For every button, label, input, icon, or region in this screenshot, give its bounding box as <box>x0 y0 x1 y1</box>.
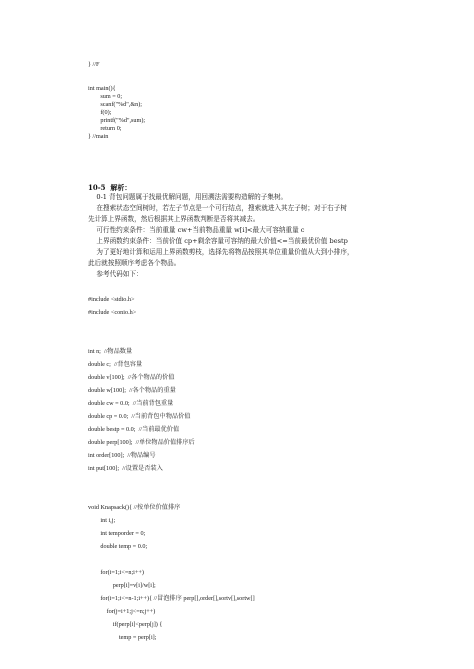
text-line: 可行性约束条件：当前重量 cw+当前物品重量 w[i]<最大可容纳重量 c <box>88 226 305 234</box>
code-line: double cw = 0.0; //当前背包重量 <box>88 400 174 407</box>
text-line: 在搜索状态空间树时，若左子节点是一个可行结点，搜索就进入其左子树；对于右子树 <box>88 204 347 212</box>
code-line: } //main <box>88 133 109 140</box>
text-line: 为了更好地计算和运用上界函数剪枝，选择先将物品按照其单位重量价值从大到小排序， <box>88 248 354 256</box>
code-line: for(i=1;i<=n-1;i++){ //冒泡排序 perp[],order[],sortv[],sortw[] <box>88 595 255 602</box>
code-line: } //F <box>88 61 100 68</box>
code-line: if(perp[i]<perp[j]) { <box>88 621 163 628</box>
code-line <box>88 556 255 569</box>
code-line: int n; //物品数量 <box>88 348 133 355</box>
code-line: #include <conio.h> <box>88 309 137 316</box>
code-line: double perp[100]; //单位物品价值排序后 <box>88 439 195 446</box>
code-line: sum = 0; <box>88 93 123 100</box>
code-line: perp[i]=v[i]/w[i]; <box>88 582 156 589</box>
code-line: double w[100]; //各个物品的重量 <box>88 387 176 394</box>
code-line <box>88 77 145 85</box>
text-line: 参考代码如下： <box>88 270 143 278</box>
code-line <box>88 322 255 335</box>
code-line: f(0); <box>88 109 112 116</box>
text-line: 先计算上界函数，然后根据其上界函数判断是否将其减去。 <box>88 215 260 223</box>
code-line: temp = perp[i]; <box>88 634 157 641</box>
code-line: double cp = 0.0; //当前背包中物品价值 <box>88 413 191 420</box>
code-block-knapsack <box>88 296 255 647</box>
code-line: printf("%d",sum); <box>88 117 146 124</box>
code-line: scanf("%d",&n); <box>88 101 143 108</box>
code-line: double c; //背包容量 <box>88 361 143 368</box>
code-line <box>88 335 255 348</box>
code-line: double temp = 0.0; <box>88 543 148 550</box>
code-line: int main(){ <box>88 85 116 92</box>
code-line: for(j=i+1;j<=n;j++) <box>88 608 156 615</box>
code-line <box>88 491 255 504</box>
code-block-main <box>88 61 145 141</box>
code-line: void Knapsack(){ //按单位价值排序 <box>88 504 181 511</box>
code-line: for(i=1;i<=n;i++) <box>88 569 144 576</box>
code-line: int order[100]; //物品编号 <box>88 452 156 459</box>
code-line <box>88 69 145 77</box>
text-line: 此后就按照顺序考虑各个物品。 <box>88 259 181 267</box>
code-line: int temporder = 0; <box>88 530 146 537</box>
analysis-text <box>88 193 354 281</box>
code-line <box>88 478 255 491</box>
code-line: double v[100]; //各个物品的价值 <box>88 374 175 381</box>
text-line: 上界函数约束条件：当前价值 cp+剩余容量可容纳的最大价值<=当前最优价值 bestp <box>88 237 348 245</box>
code-line: return 0; <box>88 125 122 132</box>
section-heading: 10-5 解析： <box>88 183 132 192</box>
code-line: int put[100]; //设置是否装入 <box>88 465 163 472</box>
code-line: int i,j; <box>88 517 116 524</box>
code-line: double bestp = 0.0; //当前最优价值 <box>88 426 180 433</box>
code-line: #include <stdio.h> <box>88 296 135 303</box>
text-line: 0-1 背包问题属于找最优解问题，用回溯法需要构造解的子集树。 <box>88 193 288 201</box>
